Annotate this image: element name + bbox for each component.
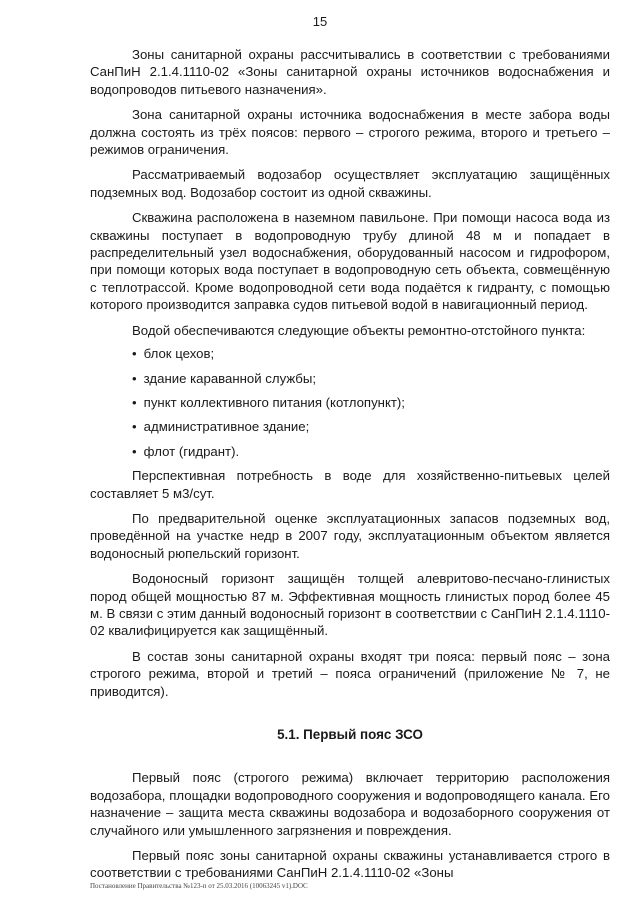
paragraph: Первый пояс зоны санитарной охраны скважины устанавливается строго в соответствии с требованиями СанПиН 2.1.4.1110-02 «Зоны <box>90 848 610 881</box>
list-item <box>132 345 610 362</box>
paragraph: Зоны санитарной охраны рассчитывались в соответствии с требованиями СанПиН 2.1.4.1110-02 «Зоны санитарной охраны источников водоснабжения и водопроводов питьевого назначения». <box>90 47 610 97</box>
list-item-text: здание караванной службы; <box>143 370 316 386</box>
paragraph: По предварительной оценке эксплуатационных запасов подземных вод, проведённой на участке недр в 2007 году, эксплуатационным объектом является водоносный рюпельский горизонт. <box>90 510 610 561</box>
section-heading: 5.1. Первый пояс ЗСО <box>277 727 423 742</box>
bullet-icon: • <box>132 394 137 410</box>
document-body <box>90 46 610 890</box>
paragraph: Водой обеспечиваются следующие объекты ремонтно-отстойного пункта: <box>132 322 586 338</box>
list-item <box>132 418 610 435</box>
bullet-icon: • <box>132 443 137 459</box>
page-number: 15 <box>312 14 328 29</box>
list-item-text: блок цехов; <box>143 346 215 362</box>
list-item-text: административное здание; <box>143 419 310 435</box>
paragraph: Первый пояс (строгого режима) включает территорию расположения водозабора, площадки водопроводного сооружения и водопроводящего канала. Его назначение – защита места скважины водозабора и водозаборного сооружения от случайного или умышленного загрязнения и повреждения. <box>90 770 610 838</box>
list-item <box>132 443 610 460</box>
paragraph: Водоносный горизонт защищён толщей алевритово-песчано-глинистых пород общей мощностью 87 м. Эффективная мощность глинистых пород более 45 м. В связи с этим данный водоносный горизонт в соответствии с СанПиН 2.1.4.1110-02 квалифицируется как защищённый. <box>90 571 610 639</box>
footer-note: Постановление Правительства №123-п от 25.03.2016 (10063245 v1).DOC <box>90 882 308 890</box>
paragraph: Перспективная потребность в воде для хозяйственно-питьевых целей составляет 5 м3/сут. <box>90 468 610 501</box>
list-item <box>132 370 610 387</box>
bullet-icon: • <box>132 419 137 435</box>
bullet-icon: • <box>132 346 137 362</box>
object-list <box>90 345 610 460</box>
list-item-text: пункт коллективного питания (котлопункт); <box>143 394 405 410</box>
paragraph: Скважина расположена в наземном павильоне. При помощи насоса вода из скважины поступает в водопроводную трубу длиной 48 м и попадает в распределительный узел водоснабжения, оборудованный насосом и гидрофором, при помощи которых вода поступает в водопроводную сеть объекта, совмещённую с теплотрассой. Кроме водопроводной сети вода подаётся к гидранту, с помощью которого производится заправка судов питьевой водой в навигационный период. <box>90 210 610 313</box>
list-item <box>132 394 610 411</box>
list-item-text: флот (гидрант). <box>143 443 240 459</box>
bullet-icon: • <box>132 370 137 386</box>
paragraph: В состав зоны санитарной охраны входят три пояса: первый пояс – зона строгого режима, второй и третий – пояса ограничений (приложение № 7, не приводится). <box>90 648 610 699</box>
paragraph: Зона санитарной охраны источника водоснабжения в месте забора воды должна состоять из трёх поясов: первого – строгого режима, второго и третьего – режимов ограничения. <box>90 107 610 158</box>
paragraph: Рассматриваемый водозабор осуществляет эксплуатацию защищённых подземных вод. Водозабор состоит из одной скважины. <box>90 167 610 200</box>
